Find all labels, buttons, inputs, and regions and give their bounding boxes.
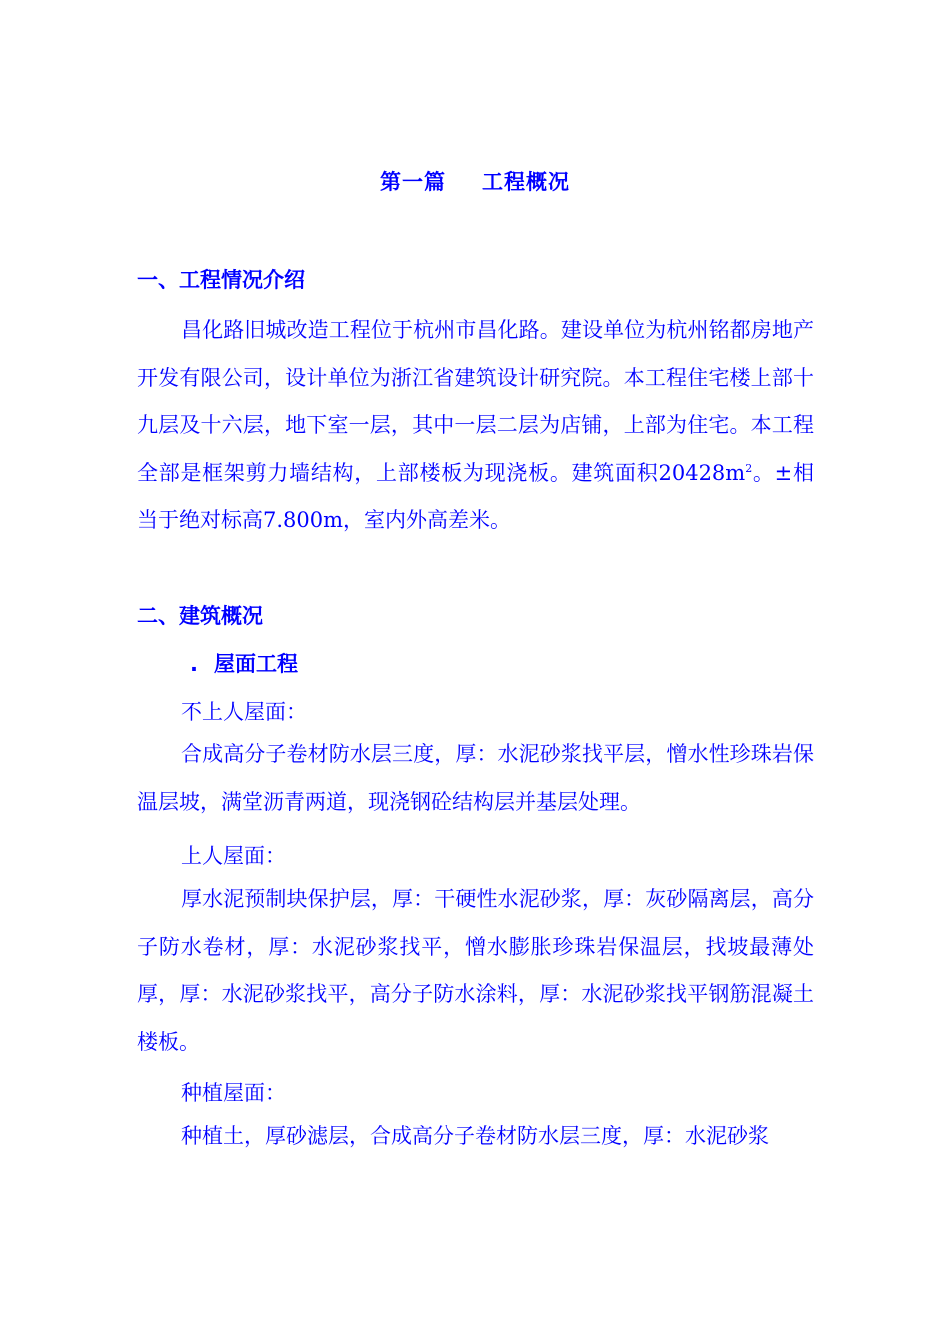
roof-type-paragraph-2: 厚水泥预制块保护层，厚：干硬性水泥砂浆，厚：灰砂隔离层，高分子防水卷材，厚：水泥砂浆找平，憎水膨胀珍珠岩保温层，找坡最薄处厚，厚：水泥砂浆找平，高分子防水涂料，厚：水泥砂浆找平钢筋混凝土楼板。 bbox=[137, 887, 814, 1054]
section-2-heading: 二、建筑概况 bbox=[137, 604, 263, 628]
area-value: 20428m bbox=[658, 460, 746, 485]
roof-type-paragraph-3: 种植土，厚砂滤层，合成高分子卷材防水层三度，厚：水泥砂浆 bbox=[181, 1124, 769, 1148]
area-superscript: 2 bbox=[745, 461, 753, 475]
page-title bbox=[0, 166, 950, 196]
roof-type-paragraph-1: 合成高分子卷材防水层三度，厚：水泥砂浆找平层，憎水性珍珠岩保温层坡，满堂沥青两道，现浇钢砼结构层并基层处理。 bbox=[137, 742, 814, 814]
subsection-roof-heading bbox=[190, 648, 298, 678]
subsection-title: 屋面工程 bbox=[214, 652, 298, 676]
title-part-2: 工程概况 bbox=[482, 170, 570, 194]
section-1-text: 昌化路旧城改造工程位于杭州市昌化路。建设单位为杭州铭都房地产开发有限公司，设计单位为浙江省建筑设计研究院。本工程住宅楼上部十九层及十六层，地下室一层，其中一层二层为店铺，上部为住宅。本工程全部是框架剪力墙结构，上部楼板为现浇板。建筑面积 bbox=[137, 318, 814, 485]
subsection-number: . bbox=[190, 652, 198, 676]
section-1-heading: 一、工程情况介绍 bbox=[137, 268, 305, 292]
section-1-paragraph bbox=[137, 307, 814, 545]
title-part-1: 第一篇 bbox=[380, 170, 446, 194]
section-1-text-tail: 。±相当于绝对标高7.800m，室内外高差米。 bbox=[137, 460, 814, 532]
roof-type-label-2: 上人屋面： bbox=[181, 844, 286, 868]
roof-type-label-1: 不上人屋面： bbox=[181, 700, 307, 724]
roof-type-label-3: 种植屋面： bbox=[181, 1081, 286, 1105]
